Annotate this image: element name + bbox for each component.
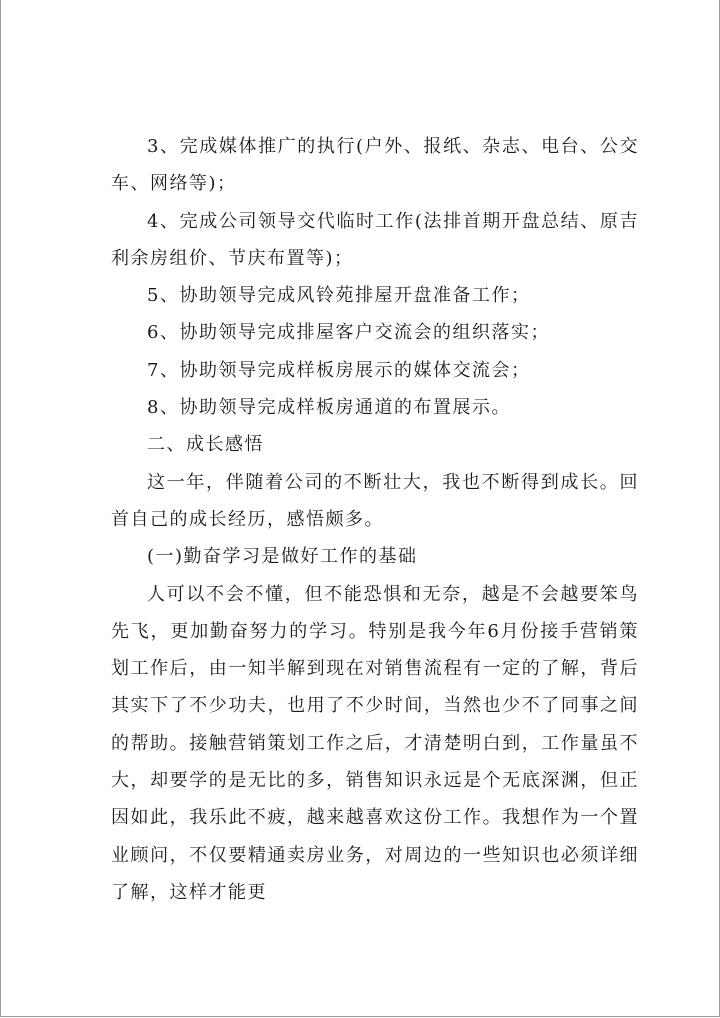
list-item-media-exchange: 7、协助领导完成样板房展示的媒体交流会； bbox=[147, 359, 531, 381]
list-item-temporary-work: 4、完成公司领导交代临时工作(法排首期开盘总结、原吉利余房组价、节庆布置等)； bbox=[111, 210, 639, 269]
paragraph-study: 人可以不会不懂，但不能恐惧和无奈，越是不会越要笨鸟先飞，更加勤奋努力的学习。特别是我今年6月份接手营销策划工作后，由一知半解到现在对销售流程有一定的了解，背后其实下了不少功夫，也用了不少时间，当然也少不了同事之间的帮助。接触营销策划工作之后，才清楚明白到，工作量虽不大，却要学的是无比的多，销售知识永远是个无底深渊，但正因如此，我乐此不疲，越来越喜欢这份工作。我想作为一个置业顾问，不仅要精通卖房业务，对周边的一些知识也必须详细了解，这样才能更 bbox=[111, 583, 639, 903]
list-item-media-promotion: 3、完成媒体推广的执行(户外、报纸、杂志、电台、公交车、网络等)； bbox=[111, 136, 639, 195]
section-heading-growth: 二、成长感悟 bbox=[147, 434, 264, 456]
list-item-opening-preparation: 5、协助领导完成风铃苑排屋开盘准备工作； bbox=[147, 285, 531, 307]
list-item-client-meeting: 6、协助领导完成排屋客户交流会的组织落实； bbox=[147, 322, 550, 344]
paragraph-intro: 这一年，伴随着公司的不断壮大，我也不断得到成长。回首自己的成长经历，感悟颇多。 bbox=[111, 471, 639, 530]
subsection-heading-study: (一)勤奋学习是做好工作的基础 bbox=[147, 546, 418, 568]
document-body bbox=[111, 128, 639, 911]
list-item-passage-display: 8、协助领导完成样板房通道的布置展示。 bbox=[147, 397, 511, 419]
